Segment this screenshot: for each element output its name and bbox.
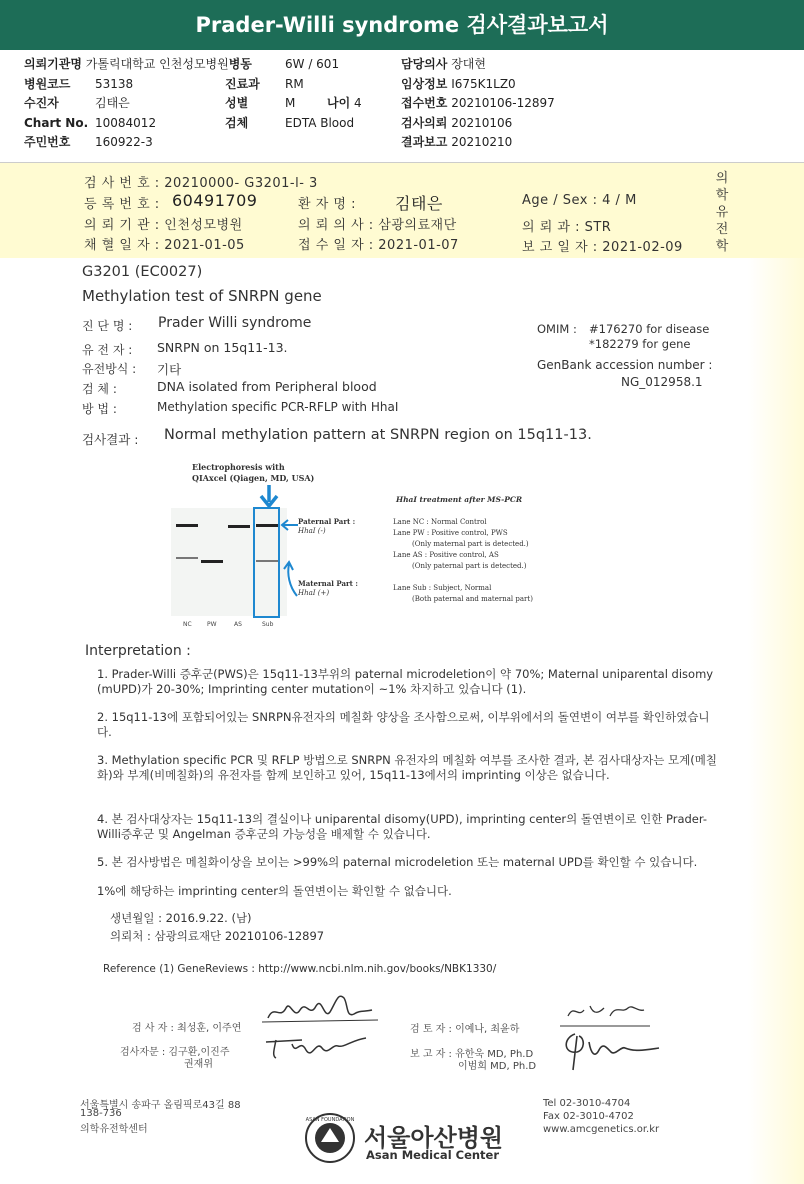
clinical-value: I675K1LZ0 bbox=[451, 77, 516, 91]
hospital-code-value: 53138 bbox=[95, 77, 134, 91]
resident-value: 160922-3 bbox=[95, 135, 153, 149]
omim-gene: *182279 for gene bbox=[589, 337, 691, 351]
nc-maternal-band bbox=[176, 557, 198, 559]
mode-value: 기타 bbox=[157, 362, 182, 377]
test-number: 검 사 번 호 : 20210000- G3201-l- 3 bbox=[84, 176, 318, 191]
maternal-label: Maternal Part : bbox=[298, 579, 358, 588]
as-paternal-band bbox=[228, 525, 250, 528]
mode-label: 유전방식 : bbox=[82, 362, 137, 376]
report-label: 결과보고 bbox=[401, 135, 448, 149]
lane-label-sub: Sub bbox=[262, 621, 274, 628]
advisor-signature bbox=[262, 1030, 372, 1062]
hospital-name-kr: 서울아산병원 bbox=[364, 1124, 504, 1152]
physician-value: 장대현 bbox=[451, 57, 486, 71]
paternal-arrow-icon bbox=[280, 518, 300, 532]
maternal-enzyme: HhaI (+) bbox=[298, 589, 330, 597]
summary-dept: 의 뢰 과 : STR bbox=[522, 220, 612, 235]
address-line-1: 서울특별시 송파구 올림픽로43길 88 bbox=[80, 1100, 241, 1111]
reviewer-signature bbox=[560, 996, 650, 1030]
report-date: 보 고 일 자 : 2021-02-09 bbox=[522, 240, 683, 255]
specimen-doc: DNA isolated from Peripheral blood bbox=[157, 379, 377, 394]
reference: Reference (1) GeneReviews : http://www.ncbi.nlm.nih.gov/books/NBK1330/ bbox=[103, 963, 497, 975]
request-label: 검사의뢰 bbox=[401, 116, 448, 130]
legend-line-2: Lane PW : Positive control, PWS bbox=[393, 529, 508, 537]
interpretation-p5: 5. 본 검사방법은 메칠화이상을 보이는 >99%의 paternal microdeletion 또는 maternal UPD를 확인할 수 있습니다. bbox=[97, 855, 698, 869]
omim-disease: #176270 for disease bbox=[589, 322, 710, 336]
legend-title: HhaI treatment after MS-PCR bbox=[396, 495, 523, 504]
reporter-line-1: 보 고 자 : 유한욱 MD, Ph.D bbox=[410, 1049, 534, 1060]
age-sex: Age / Sex : 4 / M bbox=[522, 193, 637, 208]
address-line-3: 의학유전학센터 bbox=[80, 1124, 148, 1135]
advisor-line-1: 검사자문 : 김구환,이진주 bbox=[120, 1047, 230, 1058]
pw-maternal-band bbox=[201, 560, 223, 563]
physician-label: 담당의사 bbox=[401, 57, 448, 71]
sub-paternal-band bbox=[256, 524, 278, 527]
clinical-label: 임상정보 bbox=[401, 77, 448, 91]
advisor-line-2: 권재위 bbox=[184, 1059, 213, 1070]
legend-line-6: Lane Sub : Subject, Normal bbox=[393, 584, 492, 592]
summary-patient-label: 환 자 명 : bbox=[298, 197, 356, 212]
genbank-value: NG_012958.1 bbox=[621, 375, 703, 389]
clinical-row bbox=[401, 77, 516, 91]
age-row bbox=[327, 96, 362, 110]
lane-label-as: AS bbox=[234, 621, 242, 628]
institution-value: 가톨릭대학교 인천성모병원 bbox=[85, 57, 229, 71]
figure-caption-2: QIAxcel (Qiagen, MD, USA) bbox=[192, 473, 315, 483]
address-line-2: 138-736 bbox=[80, 1108, 122, 1119]
method-label: 방 법 : bbox=[82, 402, 117, 416]
paternal-enzyme: HhaI (-) bbox=[298, 527, 326, 535]
sex-label: 성별 bbox=[225, 96, 249, 110]
requester: 의뢰처 : 삼광의료재단 20210106-12897 bbox=[110, 929, 325, 943]
reviewer-line: 검 토 자 : 이예나, 최윤하 bbox=[410, 1024, 520, 1035]
summary-doctor: 의 뢰 의 사 : 삼광의료재단 bbox=[298, 218, 457, 233]
receipt-date: 접 수 일 자 : 2021-01-07 bbox=[298, 238, 459, 253]
sex-value: M bbox=[285, 96, 296, 110]
interpretation-p5b: 1%에 해당하는 imprinting center의 돌연변이는 확인할 수 없습니다. bbox=[97, 884, 452, 898]
result-value: Normal methylation pattern at SNRPN region on 15q11-13. bbox=[164, 427, 592, 443]
interpretation-p1: 1. Prader-Willi 증후군(PWS)은 15q11-13부위의 paternal microdeletion이 약 70%; Maternal uniparental disomy (mUPD)가 20-30%; Imprinting center mutation이 ~1% 차지하고 있습니다 (1). bbox=[97, 667, 714, 696]
chart-label: Chart No. bbox=[24, 116, 89, 130]
gene-label: 유 전 자 : bbox=[82, 343, 133, 357]
hospital-code-label: 병원코드 bbox=[24, 77, 71, 91]
specimen-value: EDTA Blood bbox=[285, 116, 355, 130]
summary-patient: 김태은 bbox=[395, 194, 443, 213]
report-row bbox=[401, 135, 512, 149]
dept-label: 진료과 bbox=[225, 77, 260, 91]
institution-row bbox=[24, 57, 252, 71]
test-name: Methylation test of SNRPN gene bbox=[82, 287, 322, 305]
dept-value: RM bbox=[285, 77, 304, 91]
genbank-label: GenBank accession number : bbox=[537, 358, 713, 372]
diag-label: 진 단 명 : bbox=[82, 319, 133, 333]
specimen-label-doc: 검 체 : bbox=[82, 382, 117, 396]
fax: Fax 02-3010-4702 bbox=[543, 1111, 634, 1122]
request-value: 20210106 bbox=[451, 116, 513, 130]
dept-vertical-label: 의 학 유 전 학 bbox=[715, 171, 729, 254]
lane-label-nc: NC bbox=[183, 621, 192, 628]
website: www.amcgenetics.or.kr bbox=[543, 1124, 660, 1135]
age-label: 나이 bbox=[327, 96, 351, 110]
interpretation-p2: 2. 15q11-13에 포함되어있는 SNRPN유전자의 메칠화 양상을 조사함으로써, 이부위에서의 돌연변이 여부를 확인하였습니다. bbox=[97, 710, 710, 739]
receipt-row bbox=[401, 96, 555, 110]
figure-caption-1: Electrophoresis with bbox=[192, 462, 285, 472]
legend-line-3: (Only maternal part is detected.) bbox=[412, 540, 529, 548]
specimen-label: 검체 bbox=[225, 116, 249, 130]
age-value: 4 bbox=[354, 96, 362, 110]
hospital-name-en: Asan Medical Center bbox=[366, 1148, 500, 1162]
collect-date: 채 혈 일 자 : 2021-01-05 bbox=[84, 238, 245, 253]
hospital-code-row bbox=[24, 77, 70, 91]
reg-label: 등 록 번 호 : bbox=[84, 197, 160, 212]
legend-line-5: (Only paternal part is detected.) bbox=[412, 562, 527, 570]
summary-institution: 의 뢰 기 관 : 인천성모병원 bbox=[84, 218, 243, 233]
report-title: Prader-Willi syndrome 검사결과보고서 bbox=[0, 0, 804, 50]
receipt-label: 접수번호 bbox=[401, 96, 448, 110]
method-value: Methylation specific PCR-RFLP with HhaI bbox=[157, 400, 399, 414]
asan-foundation-seal-icon bbox=[304, 1112, 356, 1164]
legend-line-1: Lane NC : Normal Control bbox=[393, 518, 487, 526]
tester-line: 검 사 자 : 최성훈, 이주연 bbox=[132, 1023, 242, 1034]
nc-paternal-band bbox=[176, 524, 198, 527]
ward-label: 병동 bbox=[228, 57, 252, 71]
patient-label: 수진자 bbox=[24, 96, 59, 110]
request-row bbox=[401, 116, 512, 130]
reg-number: 60491709 bbox=[172, 191, 258, 210]
omim-label: OMIM : bbox=[537, 322, 577, 336]
interpretation-title: Interpretation : bbox=[85, 643, 191, 659]
report-value: 20210210 bbox=[451, 135, 513, 149]
receipt-value: 20210106-12897 bbox=[451, 96, 555, 110]
lane-label-pw: PW bbox=[207, 621, 217, 628]
physician-row bbox=[401, 57, 486, 71]
reporter-line-2: 이범희 MD, Ph.D bbox=[458, 1061, 537, 1072]
interpretation-p3: 3. Methylation specific PCR 및 RFLP 방법으로 SNRPN 유전자의 메칠화 여부를 조사한 결과, 본 검사대상자는 모계(메칠화)와 부계(비메칠화)의 유전자를 함께 보인하고 있어, 15q11-13에서의 imprinting 이상은 없습니다. bbox=[97, 753, 717, 782]
chart-value: 10084012 bbox=[95, 116, 157, 130]
legend-line-4: Lane AS : Positive control, AS bbox=[393, 551, 499, 559]
birth-date: 생년월일 : 2016.9.22. (남) bbox=[110, 911, 252, 925]
tel: Tel 02-3010-4704 bbox=[543, 1098, 631, 1109]
test-code: G3201 (EC0027) bbox=[82, 264, 203, 280]
dept-row bbox=[225, 77, 260, 91]
gene-value: SNRPN on 15q11-13. bbox=[157, 340, 288, 355]
patient-value: 김태은 bbox=[95, 96, 130, 110]
tester-signature bbox=[260, 990, 380, 1030]
legend-line-7: (Both paternal and maternal part) bbox=[412, 595, 533, 603]
ward-value: 6W / 601 bbox=[285, 57, 340, 71]
reporter-signature bbox=[555, 1028, 665, 1072]
seal-text: ASAN FOUNDATION bbox=[305, 1117, 355, 1123]
resident-label: 주민번호 bbox=[24, 135, 71, 149]
paternal-label: Paternal Part : bbox=[298, 517, 356, 526]
result-label: 검사결과 : bbox=[82, 432, 139, 447]
interpretation-p4: 4. 본 검사대상자는 15q11-13의 결실이나 uniparental disomy(UPD), imprinting center의 돌연변이로 인한 Prader-Willi증후군 및 Angelman 증후군의 가능성을 배제할 수 있습니다. bbox=[97, 812, 708, 841]
diag-value: Prader Willi syndrome bbox=[158, 315, 312, 331]
institution-label: 의뢰기관명 bbox=[24, 57, 82, 71]
